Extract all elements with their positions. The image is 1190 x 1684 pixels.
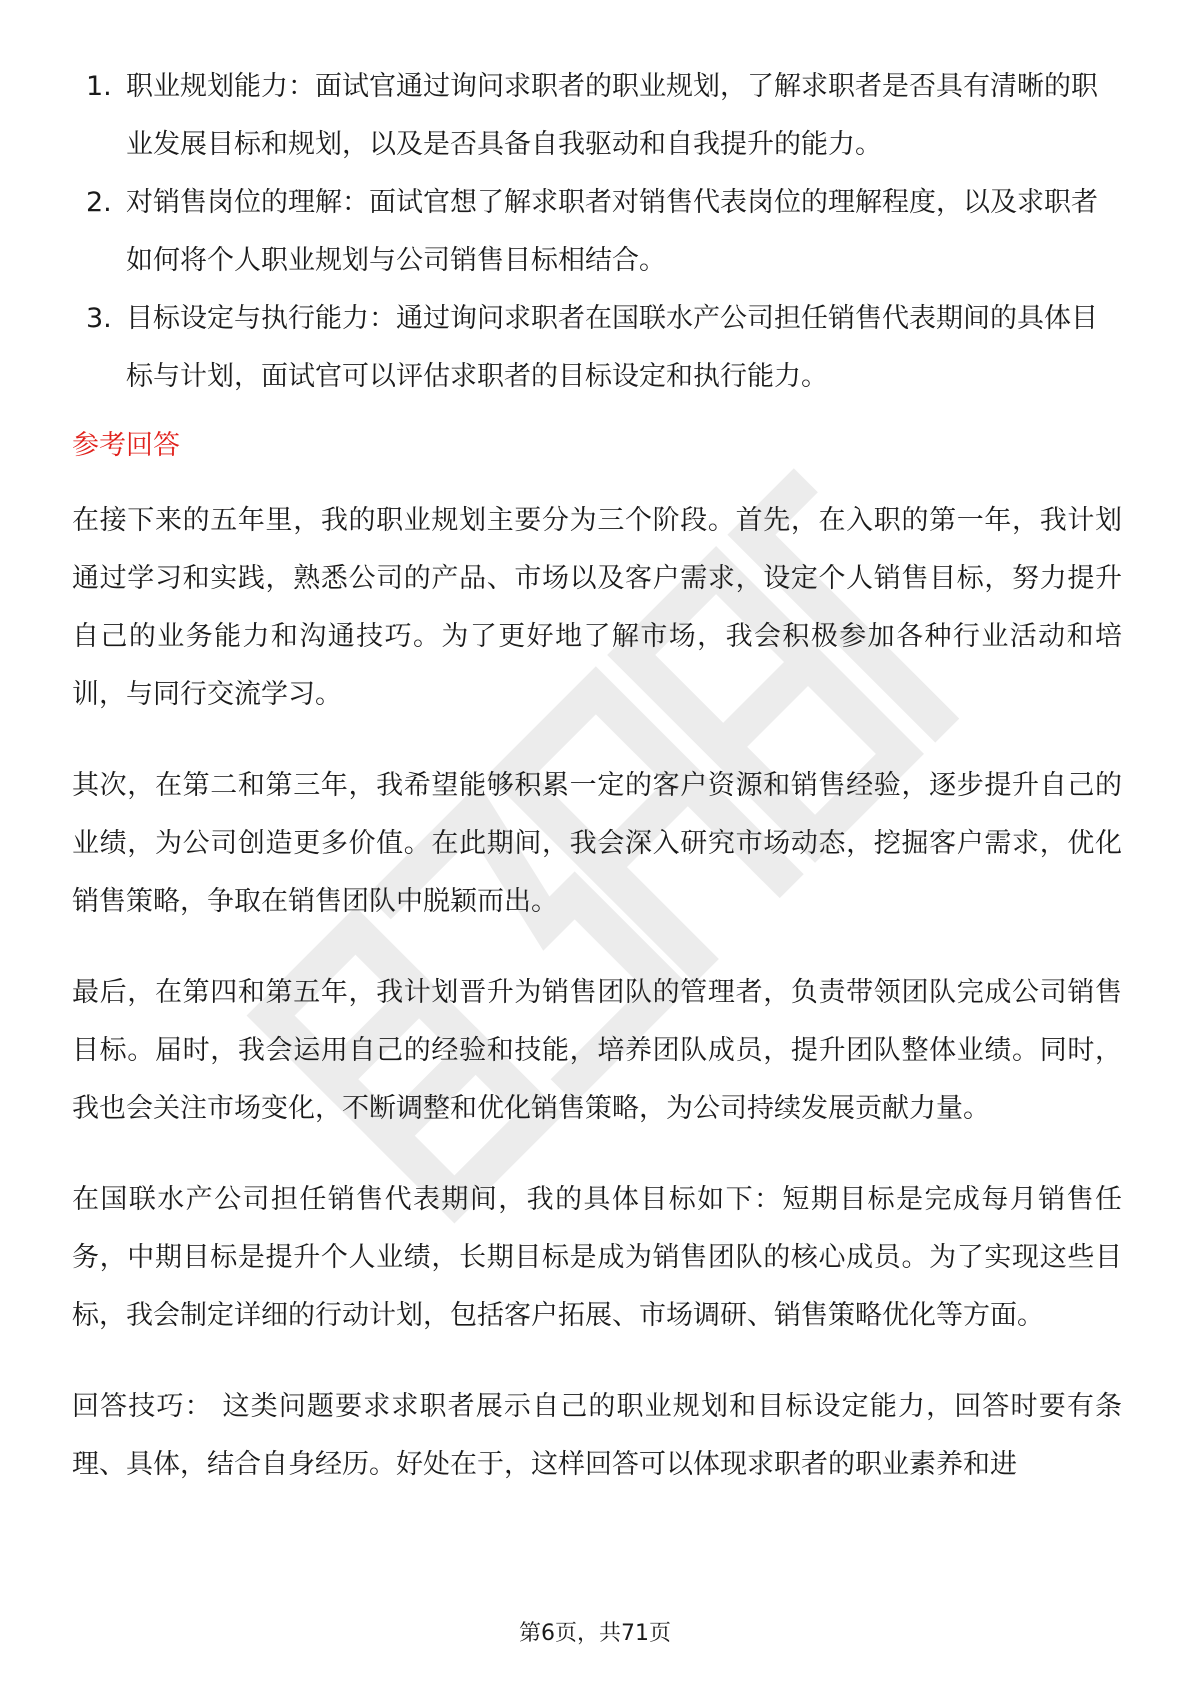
document-content [72,58,1122,1527]
answer-tips-paragraph: 回答技巧： 这类问题要求求职者展示自己的职业规划和目标设定能力，回答时要有条理、具体，结合自身经历。好处在于，这样回答可以体现求职者的职业素养和进 [72,1391,1122,1480]
answer-paragraph: 在接下来的五年里，我的职业规划主要分为三个阶段。首先，在入职的第一年，我计划通过学习和实践，熟悉公司的产品、市场以及客户需求，设定个人销售目标，努力提升自己的业务能力和沟通技巧。为了更好地了解市场，我会积极参加各种行业活动和培训，与同行交流学习。 [72,505,1122,710]
answer-paragraph: 其次，在第二和第三年，我希望能够积累一定的客户资源和销售经验，逐步提升自己的业绩，为公司创造更多价值。在此期间，我会深入研究市场动态，挖掘客户需求，优化销售策略，争取在销售团队中脱颖而出。 [72,770,1122,917]
list-item-text: 目标设定与执行能力：通过询问求职者在国联水产公司担任销售代表期间的具体目标与计划，面试官可以评估求职者的目标设定和执行能力。 [126,303,1098,392]
evaluation-points-list [72,58,1122,406]
list-item-text: 职业规划能力：面试官通过询问求职者的职业规划，了解求职者是否具有清晰的职业发展目标和规划，以及是否具备自我驱动和自我提升的能力。 [126,71,1098,160]
list-item-number: 2. [86,187,112,218]
page-number-footer: 第6页，共71页 [519,1621,671,1646]
list-item-number: 1. [86,71,112,102]
list-item [72,174,1122,290]
answer-paragraph: 最后，在第四和第五年，我计划晋升为销售团队的管理者，负责带领团队完成公司销售目标。届时，我会运用自己的经验和技能，培养团队成员，提升团队整体业绩。同时，我也会关注市场变化，不断调整和优化销售策略，为公司持续发展贡献力量。 [72,977,1122,1124]
section-title: 参考回答 [72,430,180,461]
list-item-text: 对销售岗位的理解：面试官想了解求职者对销售代表岗位的理解程度，以及求职者如何将个人职业规划与公司销售目标相结合。 [126,187,1098,276]
answer-paragraph: 在国联水产公司担任销售代表期间，我的具体目标如下：短期目标是完成每月销售任务，中期目标是提升个人业绩，长期目标是成为销售团队的核心成员。为了实现这些目标，我会制定详细的行动计划，包括客户拓展、市场调研、销售策略优化等方面。 [72,1184,1122,1331]
list-item [72,290,1122,406]
list-item-number: 3. [86,303,112,334]
list-item [72,58,1122,174]
